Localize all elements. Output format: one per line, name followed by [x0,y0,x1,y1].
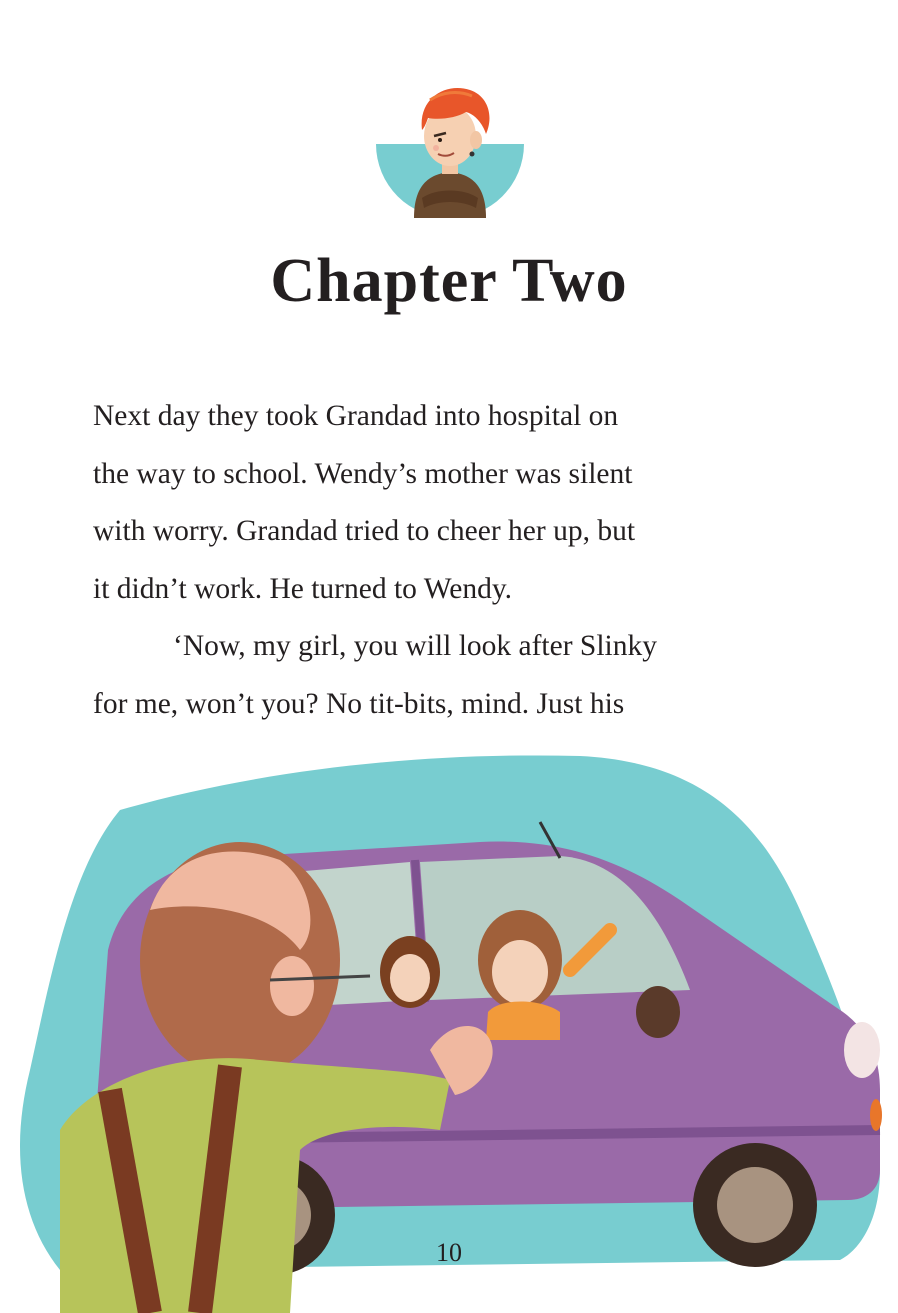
girl-face [390,954,430,1002]
text-line: Next day they took Grandad into hospital on [93,400,619,432]
page-number: 10 [436,1238,462,1267]
boy-portrait-illustration [370,78,530,218]
text-line: it didn’t work. He turned to Wendy. [93,572,513,605]
chapter-title: Chapter Two [270,247,628,315]
car-indicator [870,1099,882,1131]
boy-cheek [433,145,439,151]
text-line: the way to school. Wendy’s mother was silent [93,457,633,490]
mother-face [492,940,548,1004]
text-line: ‘Now, my girl, you will look after Slinky [173,630,657,662]
story-text [93,388,813,733]
paragraph [93,388,813,618]
mother-jumper [486,1002,560,1041]
boy-eye [438,138,442,142]
front-wheel-hub [717,1167,793,1243]
wing-mirror [636,986,680,1038]
car-headlight [844,1022,880,1078]
earring [470,152,475,157]
boy-ear [470,131,482,149]
grandad-car-illustration [0,750,898,1313]
text-line: with worry. Grandad tried to cheer her up, but [93,515,636,547]
text-line: for me, won’t you? No tit-bits, mind. Just his [93,687,625,720]
paragraph [93,618,813,733]
grandad-ear [270,956,314,1016]
